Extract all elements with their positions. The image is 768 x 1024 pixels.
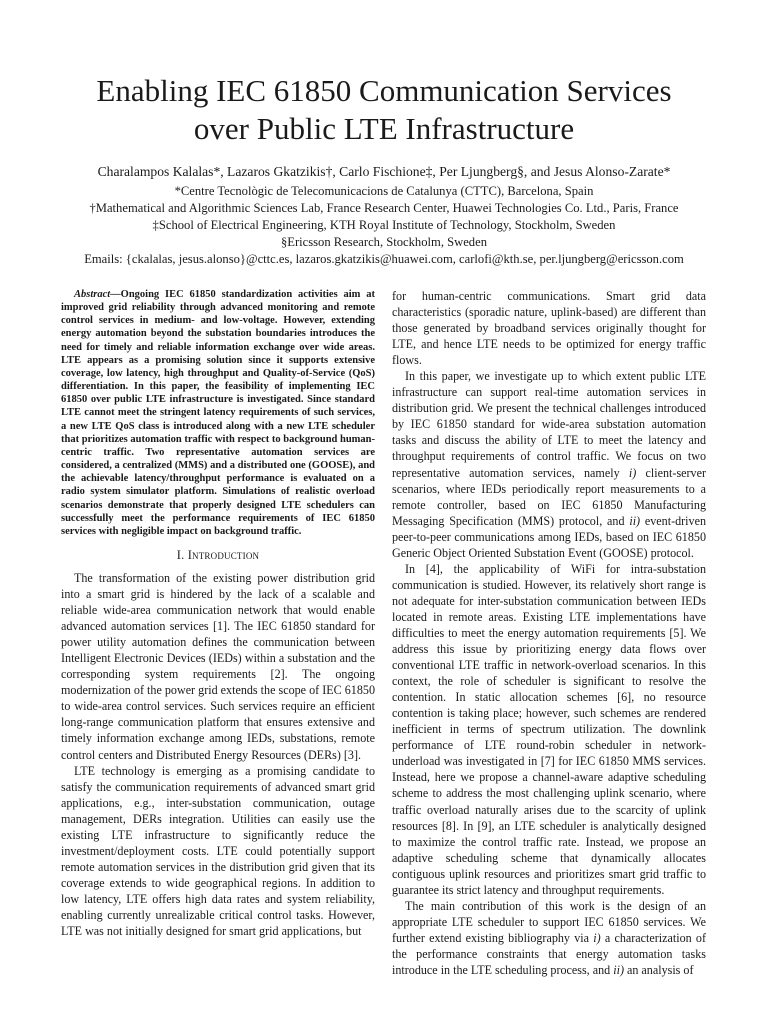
title-line-1: Enabling IEC 61850 Communication Services (96, 73, 672, 108)
paragraph-text: In this paper, we investigate up to which extent public LTE infrastructure can support real-time automation services in distribution grid. We present the technical challenges introduced by IEC 61850 standard for wide-area substation automation tasks and discuss the ability of LTE to meet the latency and throughput requirements of control traffic. We focus on two representative automation services, namely (392, 369, 706, 480)
enum-marker: i) (593, 930, 601, 945)
abstract-text: —Ongoing IEC 61850 standardization activities aim at improved grid reliability through advanced monitoring and remote control services in medium- and low-voltage. However, extending energy automation beyond the substation boundaries introduces the need for timely and reliable information exchange over wide areas. LTE appears as a promising solution since it supports extensive coverage, low latency, high throughput and Quality-of-Service (QoS) differentiation. In this paper, the feasibility of implementing IEC 61850 over public LTE infrastructure is investigated. Since standard LTE cannot meet the stringent latency requirements of such services, a new LTE QoS class is introduced along with a new LTE scheduler that prioritizes automation traffic with respect to background human-centric traffic. Two representative automation services are considered, a centralized (MMS) and a distributed one (GOOSE), and the achievable latency/throughput performance is evaluated on a radio system simulator platform. Simulations of realistic overload scenarios demonstrate that properly designed LTE schedulers can successfully meet the performance requirements of IEC 61850 services with negligible impact on background traffic. (61, 289, 376, 537)
paragraph-text: client-server scenarios, where IEDs periodically report measurements to a remote controller, based on IEC 61850 Manufacturing Messaging Specification (MMS) protocol, and (392, 465, 706, 528)
section-number: I. (176, 547, 185, 562)
abstract (61, 288, 375, 538)
paragraph-text: The main contribution of this work is the design of an appropriate LTE scheduler to support IEC 61850 services. We further extend existing bibliography via (392, 898, 706, 945)
right-column (392, 288, 706, 978)
paragraph-text: event-driven peer-to-peer communications among IEDs, based on IEC 61850 Generic Object Oriented Substation Event (GOOSE) protocol. (392, 513, 706, 560)
intro-paragraph-6 (392, 898, 706, 978)
section-title: Introduction (187, 547, 260, 562)
title-line-2: over Public LTE Infrastructure (193, 111, 575, 146)
affiliation-kth: ‡School of Electrical Engineering, KTH Royal Institute of Technology, Stockholm, Sweden (152, 218, 616, 232)
affiliation-ericsson: §Ericsson Research, Stockholm, Sweden (280, 235, 487, 249)
section-heading (61, 547, 375, 563)
affiliation-cttc: *Centre Tecnològic de Telecomunicacions de Catalunya (CTTC), Barcelona, Spain (174, 184, 594, 198)
left-column (61, 288, 375, 939)
author-block (20, 162, 748, 268)
paragraph-text: an analysis of (623, 962, 694, 977)
intro-paragraph-1: The transformation of the existing power distribution grid into a smart grid is hindered by the lack of a scalable and reliable wide-area communication network that would enable advanced automation services [1]. The IEC 61850 standard for power utility automation defines the communication between Intelligent Electronic Devices (IEDs) within a substation and the corresponding system requirements [2]. The ongoing modernization of the power grid extends the scope of IEC 61850 to wide-area control services. Such services require an efficient long-range communication platform that ensures extensive and timely information exchange among IEDs, substations, remote control centers and Distributed Energy Resources (DERs) [3]. (61, 571, 375, 762)
paper-title (40, 72, 728, 148)
enum-marker: i) (628, 465, 637, 480)
abstract-label: Abstract (74, 289, 111, 300)
paragraph-text: a characterization of the performance constraints that energy automation tasks introduce in the LTE scheduling process, and (392, 930, 706, 977)
author-list: Charalampos Kalalas*, Lazaros Gkatzikis†, Carlo Fischione‡, Per Ljungberg§, and Jesus Alonso-Zarate* (97, 164, 671, 179)
affiliation-huawei: †Mathematical and Algorithmic Sciences Lab, France Research Center, Huawei Technologies Co. Ltd., Paris, France (89, 201, 679, 215)
intro-paragraph-4 (392, 368, 706, 561)
intro-paragraph-3: for human-centric communications. Smart grid data characteristics (sporadic nature, uplink-based) are different than those generated by broadband services originally thought for LTE, and hence LTE needs to be optimized for energy traffic flows. (392, 289, 706, 368)
enum-marker: ii) (613, 962, 624, 977)
author-emails: Emails: {ckalalas, jesus.alonso}@cttc.es, lazaros.gkatzikis@huawei.com, carlofi@kth.se, per.ljungberg@ericsson.com (84, 252, 684, 266)
intro-paragraph-5: In [4], the applicability of WiFi for intra-substation communication is studied. However, its relatively short range is not adequate for inter-substation communication between IEDs located in remote areas. Existing LTE implementations have difficulties to meet the energy automation requirements [5]. We address this issue by prioritizing energy data flows over conventional LTE traffic in network-overload scenarios. In this context, the role of scheduler is significant to resolve the contention. In static allocation schemes [6], no resource contention is taking place; however, such schemes are rendered inefficient in terms of spectrum utilization. The downlink performance of LTE round-robin scheduler in network-underload was investigated in [7] for IEC 61850 MMS services. Instead, here we propose a channel-aware adaptive scheduling scheme to address the most challenging uplink scenario, where traffic overload naturally arises due to the scarcity of uplink resources [8]. In [9], an LTE scheduler is analytically designed to maximize the control traffic rate. Instead, we propose an adaptive scheduling scheme that dynamically allocates contiguous uplink resources and prioritizes smart grid traffic to guarantee its strict latency and throughput requirements. (392, 561, 706, 897)
enum-marker: ii) (629, 513, 641, 528)
intro-paragraph-2: LTE technology is emerging as a promising candidate to satisfy the communication requirements of advanced smart grid applications, e.g., inter-substation communication, outage management, DERs integration. Utilities can easily use the existing LTE infrastructure to significantly reduce the investment/deployment costs. LTE could potentially support remote automation services in the distribution grid given that its coverage extends to wide geographical regions. In addition to low latency, LTE offers high data rates and system reliability, enabling currently unrealizable critical control tasks. However, LTE was not initially designed for smart grid applications, but (61, 763, 375, 939)
